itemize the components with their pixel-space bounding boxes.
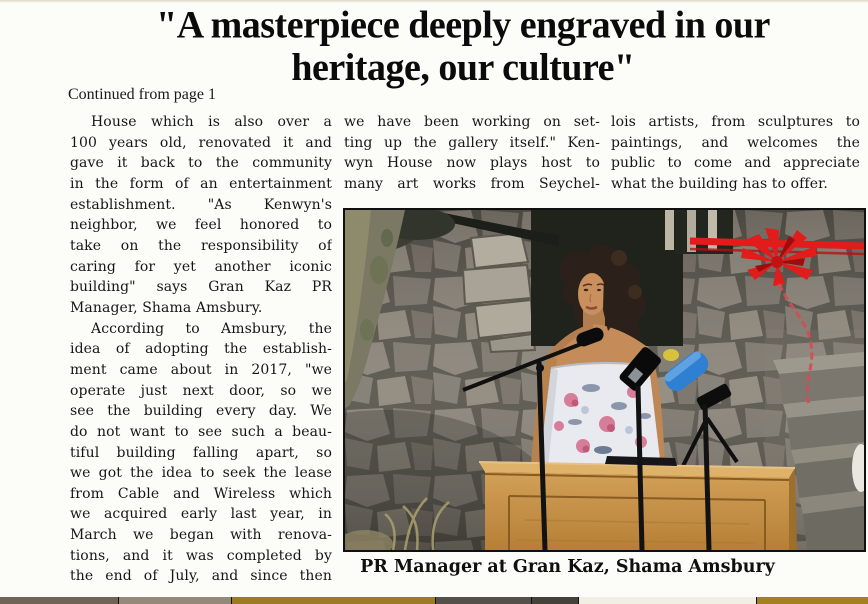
photo-caption: PR Manager at Gran Kaz, Shama Amsbury	[360, 557, 775, 577]
strip-segment	[119, 597, 231, 604]
article-line: we got the idea to seek the lease	[70, 465, 332, 482]
article-line: wyn House now plays host to	[344, 155, 600, 172]
article-line: public to come and appreciate	[611, 155, 860, 172]
article-line: neighbor, we feel honored to	[70, 217, 332, 234]
article-line: we have been working on set-	[344, 114, 600, 130]
article-line: idea of adopting the establish-	[70, 341, 332, 358]
article-line: take on the responsibility of	[70, 237, 332, 254]
strip-segment	[232, 597, 435, 604]
article-headline	[64, 4, 862, 89]
strip-segment	[532, 597, 578, 604]
article-line: many art works from Seychel-	[344, 175, 600, 192]
continued-from-note: Continued from page 1	[68, 86, 216, 103]
article-photo	[343, 208, 866, 552]
article-line: ting up the gallery itself." Ken-	[344, 134, 600, 151]
article-line: tiful building falling apart, so	[70, 444, 332, 461]
article-line: tions, and it was completed by	[70, 547, 332, 564]
article-line: Manager, Shama Amsbury.	[70, 299, 263, 316]
article-line: the end of July, and since then	[70, 568, 332, 585]
article-line: caring for yet another iconic	[70, 258, 332, 275]
article-line: building" says Gran Kaz PR	[70, 279, 332, 296]
strip-segment	[579, 597, 756, 604]
article-column-3	[611, 112, 860, 195]
article-line: lois artists, from sculptures to	[611, 114, 860, 130]
article-line: what the building has to offer.	[611, 175, 828, 192]
article-line: do not want to see such a beau-	[70, 423, 332, 440]
article-line: from Cable and Wireless which	[70, 485, 332, 502]
article-line: March we began with renova-	[70, 527, 332, 544]
strip-segment	[436, 597, 531, 604]
article-column-1	[70, 112, 332, 587]
article-line: According to Amsbury, the	[91, 320, 332, 337]
photo-illustration	[345, 210, 864, 550]
article-line: in the form of an entertainment	[70, 175, 332, 192]
article-line: paintings, and welcomes the	[611, 134, 860, 151]
article-line: 100 years old, renovated it and	[70, 134, 332, 151]
article-line: establishment. "As Kenwyn's	[70, 196, 332, 213]
bottom-photo-strip	[0, 597, 868, 604]
strip-segment	[0, 597, 118, 604]
article-column-2	[344, 112, 600, 195]
strip-segment	[757, 597, 868, 604]
article-line: operate just next door, so we	[70, 382, 332, 399]
article-line: House which is also over a	[91, 114, 332, 130]
headline-line-1: "A masterpiece deeply engraved in our	[156, 2, 770, 47]
article-line: gave it back to the community	[70, 155, 332, 172]
article-line: see the building every day. We	[70, 403, 332, 420]
headline-line-2: heritage, our culture"	[291, 45, 635, 90]
article-line: we acquired early last year, in	[70, 506, 332, 523]
article-line: ment came about in 2017, "we	[70, 361, 332, 378]
